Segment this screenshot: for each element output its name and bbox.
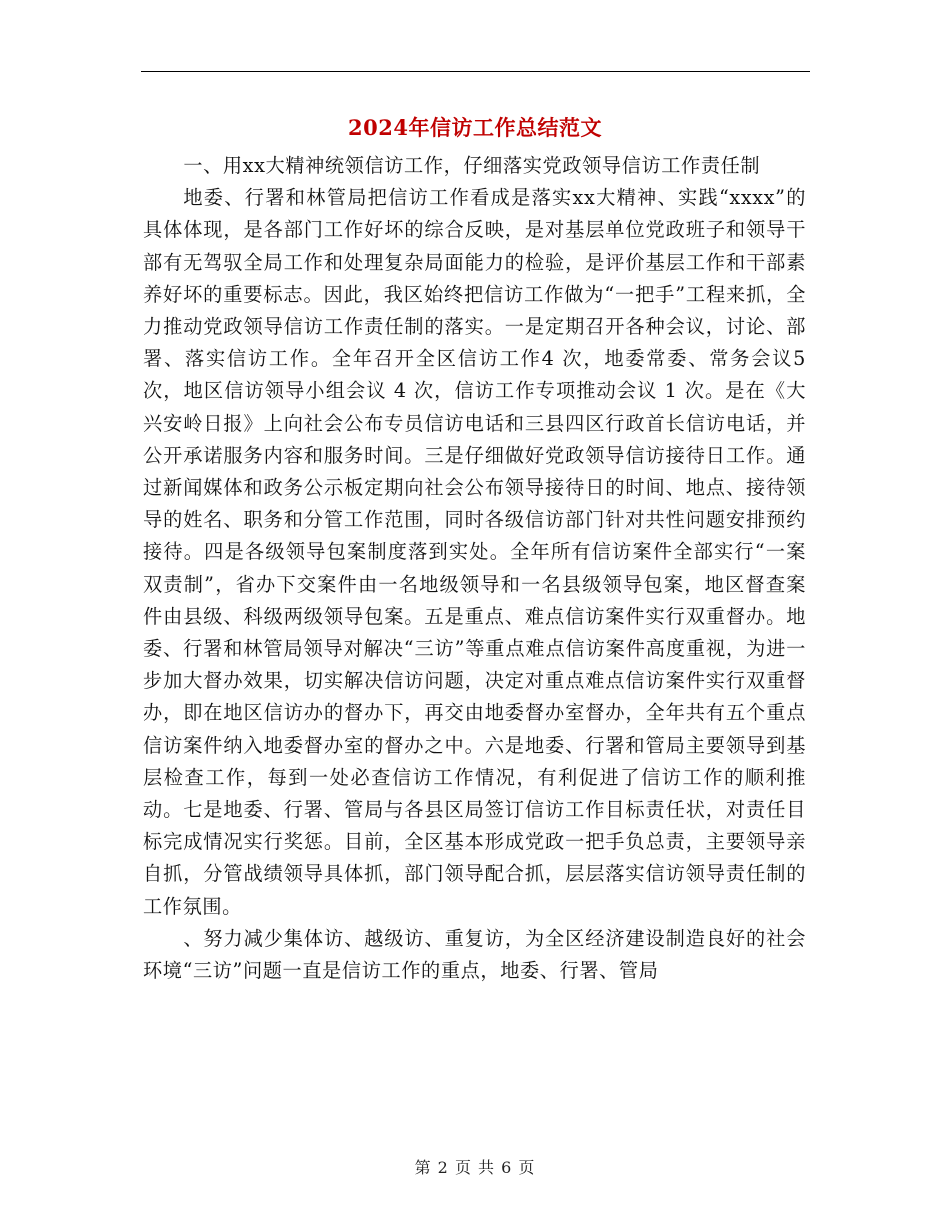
paragraph-body: 地委、行署和林管局把信访工作看成是落实xx大精神、实践“xxxx”的具体体现，是各部门工作好坏的综合反映，是对基层单位党政班子和领导干部有无驾驭全局工作和处理复杂局面能力的检验，是评价基层工作和干部素养好坏的重要标志。因此，我区始终把信访工作做为“一把手”工程来抓，全力推动党政领导信访工作责任制的落实。一是定期召开各种会议，讨论、部署、落实信访工作。全年召开全区信访工作4 次，地委常委、常务会议5次，地区信访领导小组会议 4 次，信访工作专项推动会议 1 次。是在《大兴安岭日报》上向社会公布专员信访电话和三县四区行政首长信访电话，并公开承诺服务内容和服务时间。三是仔细做好党政领导信访接待日工作。通过新闻媒体和政务公示板定期向社会公布领导接待日的时间、地点、接待领导的姓名、职务和分管工作范围，同时各级信访部门针对共性问题安排预约接待。四是各级领导包案制度落到实处。全年所有信访案件全部实行“一案双责制”，省办下交案件由一名地级领导和一名县级领导包案，地区督查案件由县级、科级两级领导包案。五是重点、难点信访案件实行双重督办。地委、行署和林管局领导对解决“三访”等重点难点信访案件高度重视，为进一步加大督办效果，切实解决信访问题，决定对重点难点信访案件实行双重督办，即在地区信访办的督办下，再交由地委督办室督办，全年共有五个重点信访案件纳入地委督办室的督办之中。六是地委、行署和管局主要领导到基层检查工作，每到一处必查信访工作情况，有利促进了信访工作的顺利推动。七是地委、行署、管局与各县区局签订信访工作目标责任状，对责任目标完成情况实行奖惩。目前，全区基本形成党政一把手负总责，主要领导亲自抓，分管战绩领导具体抓，部门领导配合抓，层层落实信访领导责任制的工作氛围。 (143, 186, 806, 918)
document-body (143, 150, 806, 987)
document-title: 2024年信访工作总结范文 (348, 115, 602, 140)
paragraph-section-two: 、努力减少集体访、越级访、重复访，为全区经济建设制造良好的社会环境“三访”问题一直是信访工作的重点，地委、行署、管局 (143, 926, 806, 983)
page-number: 第 2 页 共 6 页 (414, 1158, 536, 1177)
header-rule (141, 71, 810, 72)
paragraph-section-heading: 一、用xx大精神统领信访工作，仔细落实党政领导信访工作责任制 (183, 154, 761, 177)
